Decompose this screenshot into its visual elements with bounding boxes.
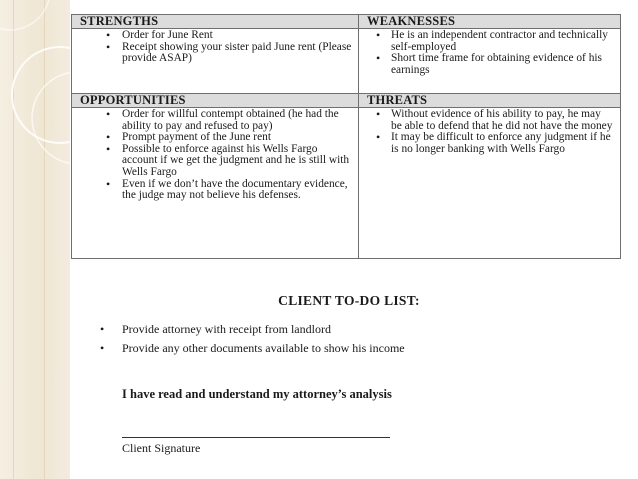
strengths-list bbox=[72, 30, 358, 65]
list-item: • Even if we don’t have the documentary evidence, the judge may not believe his defenses. bbox=[72, 179, 352, 202]
swot-header-row bbox=[72, 94, 621, 108]
list-item: • Provide attorney with receipt from landlord bbox=[94, 320, 405, 339]
strengths-cell bbox=[72, 29, 359, 94]
decorative-side-band bbox=[0, 0, 70, 479]
swot-header-row bbox=[72, 15, 621, 29]
opportunities-header: OPPORTUNITIES bbox=[72, 94, 359, 108]
list-item: • Order for willful contempt obtained (he had the ability to pay and refused to pay) bbox=[72, 109, 352, 132]
todo-list bbox=[94, 320, 405, 358]
opportunities-cell bbox=[72, 108, 359, 259]
signature-line[interactable] bbox=[122, 437, 390, 438]
swot-body-row bbox=[72, 29, 621, 94]
weaknesses-cell bbox=[359, 29, 621, 94]
weaknesses-list bbox=[359, 30, 620, 76]
weaknesses-header: WEAKNESSES bbox=[359, 15, 621, 29]
threats-header: THREATS bbox=[359, 94, 621, 108]
threats-list bbox=[359, 109, 620, 155]
list-item: • He is an independent contractor and technically self-employed bbox=[359, 30, 614, 53]
list-item: • Prompt payment of the June rent bbox=[72, 132, 352, 144]
list-item: • Receipt showing your sister paid June rent (Please provide ASAP) bbox=[72, 42, 352, 65]
list-item: • Possible to enforce against his Wells Fargo account if we get the judgment and he is still with Wells Fargo bbox=[72, 144, 352, 179]
list-item: • It may be difficult to enforce any judgment if he is no longer banking with Wells Fargo bbox=[359, 132, 614, 155]
threats-cell bbox=[359, 108, 621, 259]
list-item: • Without evidence of his ability to pay, he may be able to defend that he did not have the money bbox=[359, 109, 614, 132]
list-item: • Short time frame for obtaining evidence of his earnings bbox=[359, 53, 614, 76]
decorative-circles-icon bbox=[0, 0, 70, 479]
signature-label: Client Signature bbox=[122, 441, 201, 455]
acknowledgement-statement: I have read and understand my attorney’s analysis bbox=[122, 387, 392, 401]
opportunities-list bbox=[72, 109, 358, 202]
strengths-header: STRENGTHS bbox=[72, 15, 359, 29]
list-item: • Order for June Rent bbox=[72, 30, 352, 42]
swot-body-row bbox=[72, 108, 621, 259]
swot-table bbox=[71, 14, 621, 259]
todo-title: CLIENT TO-DO LIST: bbox=[278, 293, 420, 308]
list-item: • Provide any other documents available to show his income bbox=[94, 339, 405, 358]
